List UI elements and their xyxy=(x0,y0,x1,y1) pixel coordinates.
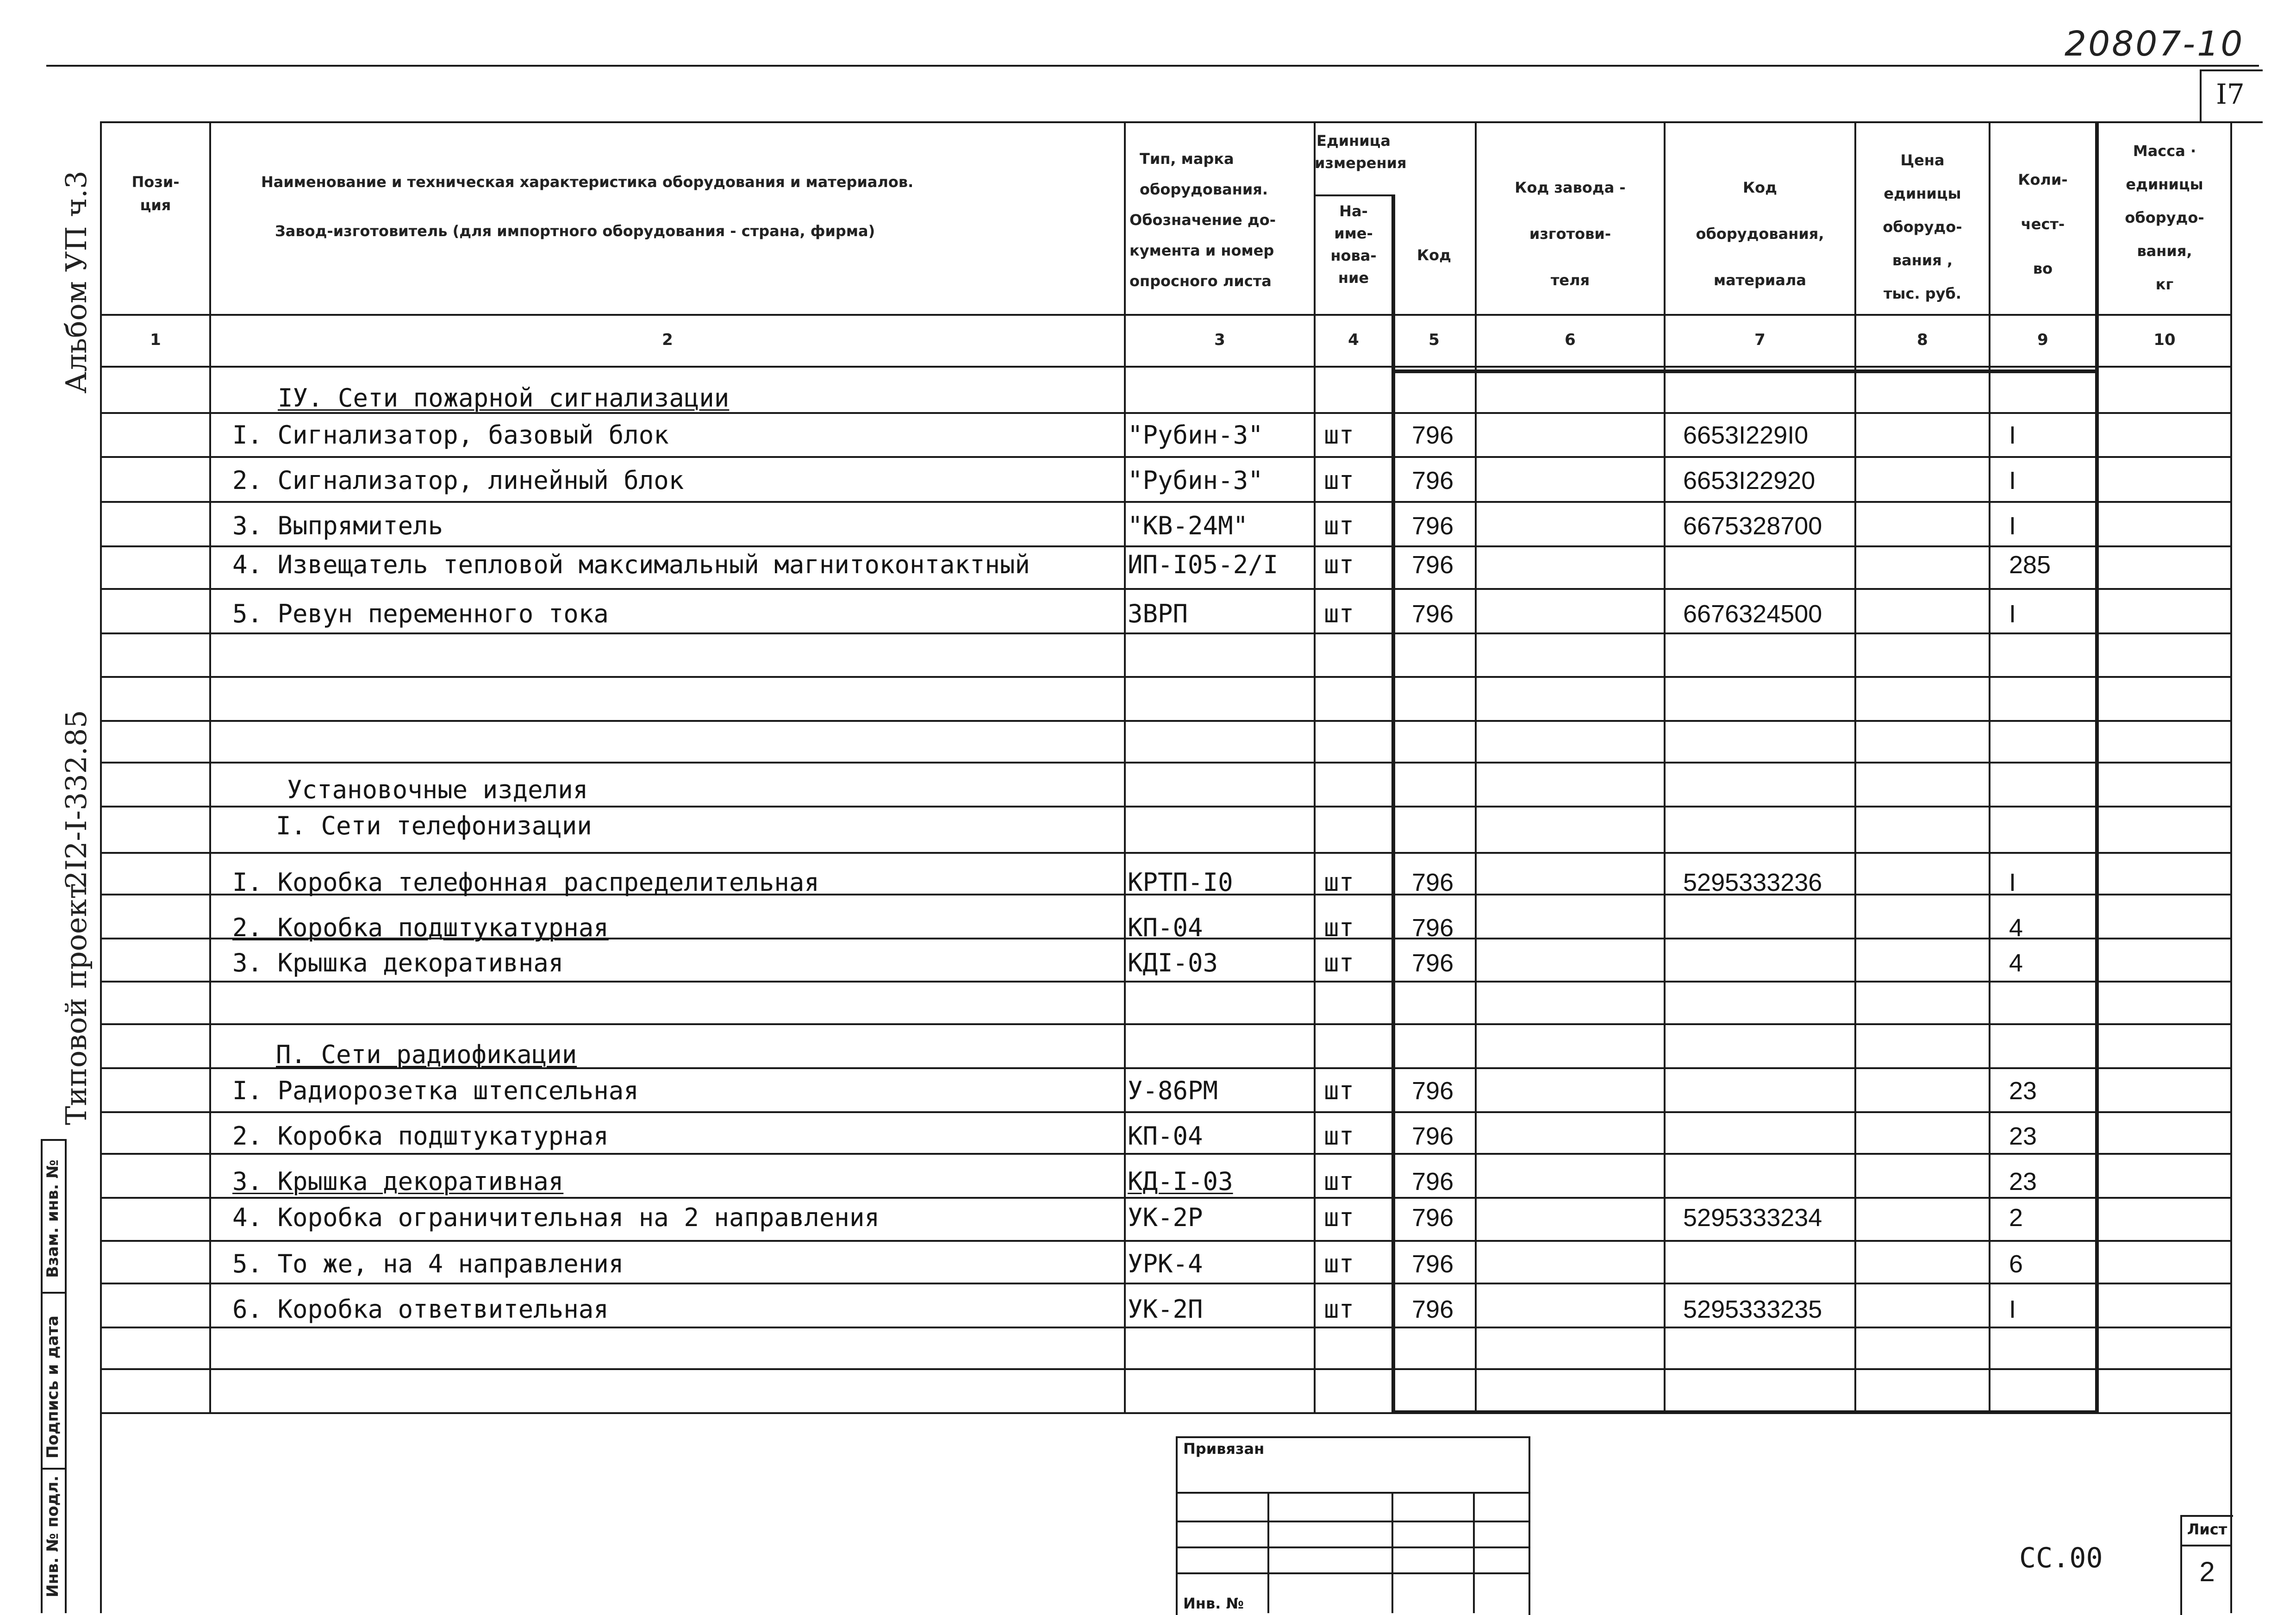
binding-label: Привязан xyxy=(1183,1440,1265,1458)
section-radio: П. Сети радиофикации xyxy=(276,1040,577,1069)
col-sep-7 xyxy=(1854,121,1856,1413)
row-code: 796 xyxy=(1412,1250,1454,1278)
stamp-row-line xyxy=(1176,1492,1529,1494)
row-line xyxy=(100,1153,2232,1155)
row-qty: 285 xyxy=(2009,551,2051,579)
row-line xyxy=(100,456,2232,458)
row-code: 796 xyxy=(1412,914,1454,942)
row-type: "Рубин-3" xyxy=(1128,466,1263,495)
row-material-code: 6653I22920 xyxy=(1683,467,1816,495)
sheet-box-line xyxy=(2180,1545,2231,1546)
table-row: 3. Крышка декоративная xyxy=(232,948,564,977)
binding-stamp xyxy=(1176,1436,1530,1615)
colnum-1: 1 xyxy=(150,331,161,349)
col-sep-5 xyxy=(1475,121,1477,1413)
row-qty: 6 xyxy=(2009,1250,2023,1278)
col-sep-1 xyxy=(209,121,211,1413)
row-line xyxy=(100,720,2232,722)
row-code: 796 xyxy=(1412,551,1454,579)
hdr-unit-name: На- име- нова- ние xyxy=(1330,202,1377,287)
colnum-9: 9 xyxy=(2037,331,2048,349)
row-type: "Рубин-3" xyxy=(1128,420,1263,450)
row-line xyxy=(100,545,2232,547)
table-row: I. Радиорозетка штепсельная xyxy=(232,1076,639,1105)
row-type: КП-04 xyxy=(1128,913,1203,942)
hdr-material: Код оборудования, материала xyxy=(1696,179,1824,289)
row-qty: I xyxy=(2009,467,2016,495)
colnum-4: 4 xyxy=(1348,331,1359,349)
row-qty: 23 xyxy=(2009,1168,2037,1196)
frame-right xyxy=(2230,121,2232,1613)
row-unit: шт xyxy=(1324,550,1354,579)
row-qty: 23 xyxy=(2009,1122,2037,1150)
row-type: КП-04 xyxy=(1128,1121,1203,1151)
row-qty: I xyxy=(2009,1296,2016,1323)
hdr-qty: Коли- чест- во xyxy=(2018,171,2068,277)
row-qty: 2 xyxy=(2009,1204,2023,1232)
stamp-row-line xyxy=(1176,1572,1529,1574)
row-type: УК-2П xyxy=(1128,1295,1203,1324)
hdr-mass: Масса · единицы оборудо- вания, кг xyxy=(2125,142,2204,293)
section-fire-alarm: IУ. Сети пожарной сигнализации xyxy=(278,383,730,413)
row-qty: I xyxy=(2009,600,2016,628)
row-code: 796 xyxy=(1412,1204,1454,1232)
row-line xyxy=(100,1327,2232,1328)
table-top xyxy=(100,121,2232,123)
hdr-price: Цена единицы оборудо- вания , тыс. руб. xyxy=(1883,151,1962,302)
row-qty: 23 xyxy=(2009,1077,2037,1105)
table-row: 3. Выпрямитель xyxy=(232,511,443,540)
colnum-3: 3 xyxy=(1214,331,1225,349)
col-sep-3 xyxy=(1314,121,1316,1413)
row-unit: шт xyxy=(1324,1295,1354,1324)
row-type: ИП-I05-2/I xyxy=(1128,550,1279,579)
row-unit: шт xyxy=(1324,1167,1354,1196)
sheet-index: I7 xyxy=(2216,78,2245,111)
stamp-col-line xyxy=(1473,1492,1475,1613)
colnum-7: 7 xyxy=(1754,331,1766,349)
row-line xyxy=(100,1111,2232,1113)
hdr-factory: Код завода - изготови- теля xyxy=(1515,179,1626,289)
hdr-unit-group: Единица измерения xyxy=(1315,132,1407,172)
section-installation: Установочные изделия xyxy=(287,775,588,804)
row-qty: 4 xyxy=(2009,914,2023,942)
album-label: Альбом УП ч.3 xyxy=(59,170,93,394)
row-type: УК-2Р xyxy=(1128,1203,1203,1232)
row-unit: шт xyxy=(1324,948,1354,977)
col-sep-9 xyxy=(2095,121,2099,1413)
row-unit: шт xyxy=(1324,420,1354,450)
colnum-6: 6 xyxy=(1565,331,1576,349)
col-sep-6 xyxy=(1664,121,1666,1413)
row-code: 796 xyxy=(1412,1122,1454,1150)
table-row: 4. Извещатель тепловой максимальный магнитоконтактный xyxy=(232,550,1030,579)
table-row: 5. То же, на 4 направления xyxy=(232,1249,624,1278)
row-material-code: 5295333236 xyxy=(1683,869,1822,896)
stamp-inv: Инв. № подл. xyxy=(44,1475,62,1597)
stamp-vzam: Взам. инв. № xyxy=(44,1159,62,1278)
row-type: "КВ-24М" xyxy=(1128,511,1248,540)
sheet-number: 2 xyxy=(2199,1556,2215,1587)
colnum-10: 10 xyxy=(2153,331,2176,349)
col-sep-2 xyxy=(1124,121,1126,1413)
row-type: У-86РМ xyxy=(1128,1076,1218,1105)
table-row: 4. Коробка ограничительная на 2 направления xyxy=(232,1203,880,1232)
row-line xyxy=(100,501,2232,503)
hdr-name: Наименование и техническая характеристика оборудования и материалов. Завод-изготовитель (для импортного оборудования - страна, фирма) xyxy=(261,173,914,240)
row-code: 796 xyxy=(1412,512,1454,540)
row-code: 796 xyxy=(1412,949,1454,977)
row-line xyxy=(100,1023,2232,1025)
row-type: УРК-4 xyxy=(1128,1249,1203,1278)
colnum-bottom xyxy=(100,366,2232,368)
table-row: I. Коробка телефонная распределительная xyxy=(232,868,819,897)
stamp-row-line xyxy=(1176,1546,1529,1548)
row-qty: I xyxy=(2009,421,2016,449)
row-qty: I xyxy=(2009,512,2016,540)
table-row: 2. Коробка подштукатурная xyxy=(232,913,609,942)
table-row: 5. Ревун переменного тока xyxy=(232,599,609,628)
header-bottom xyxy=(100,314,2232,316)
hdr-pos: Пози- ция xyxy=(131,173,180,214)
stamp-col-line xyxy=(1391,1492,1393,1613)
table-row: 2. Коробка подштукатурная xyxy=(232,1121,609,1151)
row-line xyxy=(100,1368,2232,1370)
row-unit: шт xyxy=(1324,1249,1354,1278)
data-bottom-thick xyxy=(1391,1410,2097,1414)
row-code: 796 xyxy=(1412,421,1454,449)
row-type: КДI-03 xyxy=(1128,948,1218,977)
row-code: 796 xyxy=(1412,600,1454,628)
table-row: I. Сигнализатор, базовый блок xyxy=(232,420,669,450)
row-unit: шт xyxy=(1324,913,1354,942)
colnum-5: 5 xyxy=(1429,331,1440,349)
row-line xyxy=(100,762,2232,764)
row-type: КД-I-03 xyxy=(1128,1167,1233,1196)
row-line xyxy=(100,981,2232,983)
hdr-unit-code: Код xyxy=(1417,246,1451,264)
top-rule xyxy=(46,65,2259,67)
row-code: 796 xyxy=(1412,1168,1454,1196)
row-material-code: 5295333234 xyxy=(1683,1204,1822,1232)
stamp-line-2 xyxy=(41,1292,67,1294)
stamp-podpis: Подпись и дата xyxy=(44,1315,62,1459)
row-line xyxy=(100,806,2232,808)
stamp-line-3 xyxy=(41,1468,67,1470)
project-type: Типовой проект xyxy=(59,883,93,1125)
colnum-8: 8 xyxy=(1917,331,1928,349)
table-row: 3. Крышка декоративная xyxy=(232,1167,564,1196)
row-code: 796 xyxy=(1412,1296,1454,1323)
col-sep-8 xyxy=(1989,121,1990,1413)
row-unit: шт xyxy=(1324,1203,1354,1232)
unit-group-line xyxy=(1314,194,1393,196)
row-material-code: 6676324500 xyxy=(1683,600,1822,628)
stamp-left-line xyxy=(41,1139,43,1613)
row-code: 796 xyxy=(1412,467,1454,495)
col-sep-4 xyxy=(1391,194,1395,1413)
row-line xyxy=(100,1240,2232,1242)
row-code: 796 xyxy=(1412,869,1454,896)
row-type: КРТП-I0 xyxy=(1128,868,1233,897)
row-line xyxy=(100,588,2232,590)
stamp-right-line xyxy=(65,1139,67,1613)
stamp-row-line xyxy=(1176,1521,1529,1522)
stamp-col-line xyxy=(1267,1492,1269,1613)
data-top-thick xyxy=(1391,369,2097,373)
row-line xyxy=(100,632,2232,634)
inventory-label: Инв. № xyxy=(1183,1595,1244,1612)
drawing-code: СС.00 xyxy=(2019,1542,2103,1574)
row-code: 796 xyxy=(1412,1077,1454,1105)
row-line xyxy=(100,1197,2232,1199)
row-line xyxy=(100,676,2232,678)
row-line xyxy=(100,852,2232,854)
row-material-code: 6653I229I0 xyxy=(1683,421,1809,449)
row-material-code: 6675328700 xyxy=(1683,512,1822,540)
archive-number: 20807-10 xyxy=(2065,24,2245,64)
project-code: 2I2-I-332.85 xyxy=(59,710,93,889)
row-unit: шт xyxy=(1324,1121,1354,1151)
colnum-2: 2 xyxy=(662,331,673,349)
stamp-line-1 xyxy=(41,1139,67,1141)
row-type: ЗВРП xyxy=(1128,599,1188,628)
row-unit: шт xyxy=(1324,511,1354,540)
sheet-label: Лист xyxy=(2187,1521,2227,1538)
hdr-type: Тип, марка оборудования. Обозначение до- кумента и номер опросного листа xyxy=(1129,150,1276,290)
table-row: 2. Сигнализатор, линейный блок xyxy=(232,466,684,495)
table-row: 6. Коробка ответвительная xyxy=(232,1295,609,1324)
row-qty: I xyxy=(2009,869,2016,896)
row-unit: шт xyxy=(1324,1076,1354,1105)
section-telephone: I. Сети телефонизации xyxy=(276,811,592,840)
row-unit: шт xyxy=(1324,868,1354,897)
row-qty: 4 xyxy=(2009,949,2023,977)
row-line xyxy=(100,1283,2232,1284)
row-material-code: 5295333235 xyxy=(1683,1296,1822,1323)
row-unit: шт xyxy=(1324,466,1354,495)
row-unit: шт xyxy=(1324,599,1354,628)
